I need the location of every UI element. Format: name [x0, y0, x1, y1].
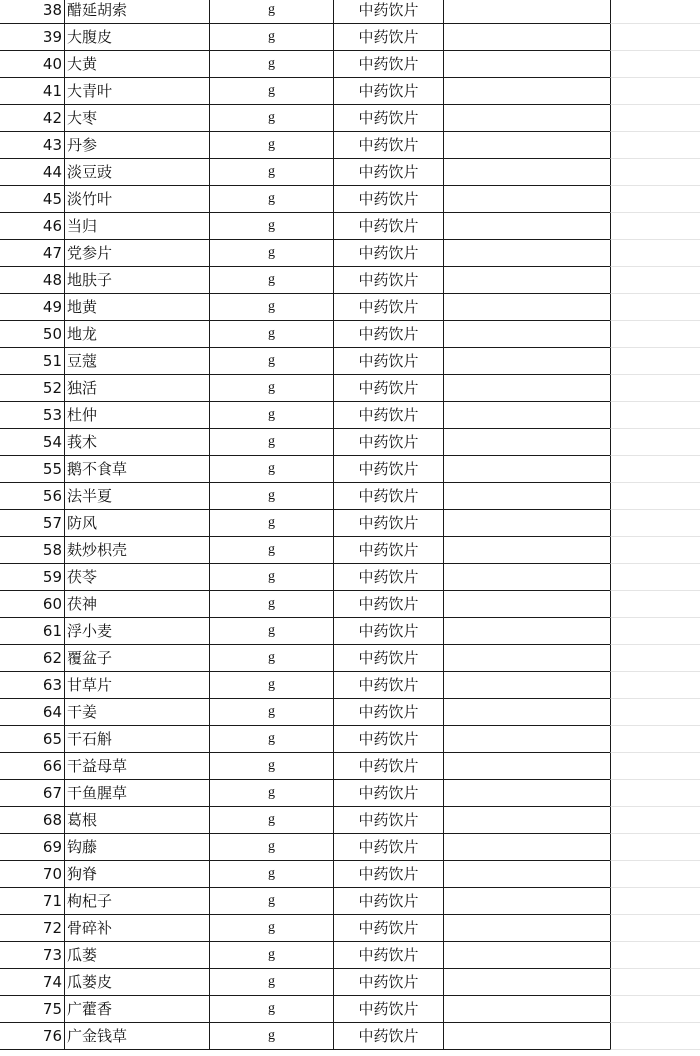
empty-cell[interactable] [443, 807, 610, 834]
table-row [0, 159, 700, 186]
table-row [0, 213, 700, 240]
empty-cell[interactable] [610, 591, 700, 618]
unit-cell[interactable]: g [209, 213, 333, 240]
table-row [0, 24, 700, 51]
row-number-cell[interactable]: 71 [0, 888, 64, 915]
medicine-name-cell[interactable]: 豆蔻 [64, 348, 209, 375]
unit-cell[interactable]: g [209, 294, 333, 321]
empty-cell[interactable] [443, 24, 610, 51]
table-row [0, 456, 700, 483]
empty-cell[interactable] [443, 375, 610, 402]
row-number-cell[interactable]: 53 [0, 402, 64, 429]
empty-cell[interactable] [610, 969, 700, 996]
row-number-cell[interactable]: 42 [0, 105, 64, 132]
unit-cell[interactable]: g [209, 537, 333, 564]
category-cell[interactable]: 中药饮片 [333, 807, 443, 834]
category-cell[interactable]: 中药饮片 [333, 510, 443, 537]
empty-cell[interactable] [610, 807, 700, 834]
row-number-cell[interactable]: 60 [0, 591, 64, 618]
unit-cell[interactable]: g [209, 510, 333, 537]
empty-cell[interactable] [610, 726, 700, 753]
category-cell[interactable]: 中药饮片 [333, 78, 443, 105]
medicine-name-cell[interactable]: 杜仲 [64, 402, 209, 429]
empty-cell[interactable] [610, 0, 700, 24]
row-number-cell[interactable]: 61 [0, 618, 64, 645]
row-number-cell[interactable]: 54 [0, 429, 64, 456]
table-row [0, 537, 700, 564]
row-number-cell[interactable]: 39 [0, 24, 64, 51]
unit-cell[interactable]: g [209, 915, 333, 942]
category-cell[interactable]: 中药饮片 [333, 132, 443, 159]
unit-cell[interactable]: g [209, 483, 333, 510]
medicine-name-cell[interactable]: 地龙 [64, 321, 209, 348]
empty-cell[interactable] [443, 402, 610, 429]
category-cell[interactable]: 中药饮片 [333, 0, 443, 24]
medicine-name-cell[interactable]: 麸炒枳壳 [64, 537, 209, 564]
category-cell[interactable]: 中药饮片 [333, 618, 443, 645]
unit-cell[interactable]: g [209, 807, 333, 834]
empty-cell[interactable] [443, 672, 610, 699]
row-number-cell[interactable]: 49 [0, 294, 64, 321]
table-row [0, 888, 700, 915]
row-number-cell[interactable]: 63 [0, 672, 64, 699]
empty-cell[interactable] [610, 456, 700, 483]
empty-cell[interactable] [443, 240, 610, 267]
unit-cell[interactable]: g [209, 699, 333, 726]
table-row [0, 240, 700, 267]
empty-cell[interactable] [443, 78, 610, 105]
unit-cell[interactable]: g [209, 267, 333, 294]
empty-cell[interactable] [610, 537, 700, 564]
row-number-cell[interactable]: 48 [0, 267, 64, 294]
row-number-cell[interactable]: 44 [0, 159, 64, 186]
unit-cell[interactable]: g [209, 186, 333, 213]
empty-cell[interactable] [443, 510, 610, 537]
category-cell[interactable]: 中药饮片 [333, 159, 443, 186]
table-row [0, 645, 700, 672]
empty-cell[interactable] [443, 969, 610, 996]
table-row [0, 807, 700, 834]
table-row [0, 942, 700, 969]
row-number-cell[interactable]: 45 [0, 186, 64, 213]
unit-cell[interactable]: g [209, 78, 333, 105]
medicine-name-cell[interactable]: 醋延胡索 [64, 0, 209, 24]
medicine-name-cell[interactable]: 覆盆子 [64, 645, 209, 672]
category-cell[interactable]: 中药饮片 [333, 780, 443, 807]
category-cell[interactable]: 中药饮片 [333, 861, 443, 888]
medicine-name-cell[interactable]: 大枣 [64, 105, 209, 132]
unit-cell[interactable]: g [209, 834, 333, 861]
row-number-cell[interactable]: 57 [0, 510, 64, 537]
empty-cell[interactable] [610, 294, 700, 321]
row-number-cell[interactable]: 38 [0, 0, 64, 24]
empty-cell[interactable] [610, 78, 700, 105]
empty-cell[interactable] [610, 699, 700, 726]
category-cell[interactable]: 中药饮片 [333, 24, 443, 51]
empty-cell[interactable] [610, 915, 700, 942]
category-cell[interactable]: 中药饮片 [333, 996, 443, 1023]
unit-cell[interactable]: g [209, 942, 333, 969]
table-row [0, 294, 700, 321]
row-number-cell[interactable]: 46 [0, 213, 64, 240]
medicine-name-cell[interactable]: 广藿香 [64, 996, 209, 1023]
medicine-name-cell[interactable]: 浮小麦 [64, 618, 209, 645]
category-cell[interactable]: 中药饮片 [333, 186, 443, 213]
row-number-cell[interactable]: 65 [0, 726, 64, 753]
empty-cell[interactable] [443, 429, 610, 456]
medicine-name-cell[interactable]: 瓜蒌皮 [64, 969, 209, 996]
unit-cell[interactable]: g [209, 996, 333, 1023]
category-cell[interactable]: 中药饮片 [333, 483, 443, 510]
table-row [0, 834, 700, 861]
unit-cell[interactable]: g [209, 618, 333, 645]
table-row [0, 132, 700, 159]
medicine-name-cell[interactable]: 鹅不食草 [64, 456, 209, 483]
table-row [0, 105, 700, 132]
empty-cell[interactable] [610, 186, 700, 213]
empty-cell[interactable] [443, 942, 610, 969]
empty-cell[interactable] [443, 888, 610, 915]
empty-cell[interactable] [610, 429, 700, 456]
medicine-name-cell[interactable]: 大黄 [64, 51, 209, 78]
row-number-cell[interactable]: 64 [0, 699, 64, 726]
category-cell[interactable]: 中药饮片 [333, 672, 443, 699]
category-cell[interactable]: 中药饮片 [333, 537, 443, 564]
empty-cell[interactable] [610, 402, 700, 429]
table-row [0, 672, 700, 699]
table-row [0, 591, 700, 618]
unit-cell[interactable]: g [209, 132, 333, 159]
table-row [0, 321, 700, 348]
category-cell[interactable]: 中药饮片 [333, 726, 443, 753]
empty-cell[interactable] [443, 1023, 610, 1050]
row-number-cell[interactable]: 72 [0, 915, 64, 942]
category-cell[interactable]: 中药饮片 [333, 321, 443, 348]
category-cell[interactable]: 中药饮片 [333, 213, 443, 240]
unit-cell[interactable]: g [209, 672, 333, 699]
empty-cell[interactable] [443, 861, 610, 888]
unit-cell[interactable]: g [209, 645, 333, 672]
table-row [0, 483, 700, 510]
row-number-cell[interactable]: 55 [0, 456, 64, 483]
empty-cell[interactable] [443, 564, 610, 591]
empty-cell[interactable] [443, 645, 610, 672]
unit-cell[interactable]: g [209, 402, 333, 429]
empty-cell[interactable] [443, 915, 610, 942]
table-row [0, 78, 700, 105]
empty-cell[interactable] [610, 267, 700, 294]
empty-cell[interactable] [610, 942, 700, 969]
empty-cell[interactable] [443, 780, 610, 807]
medicine-name-cell[interactable]: 党参片 [64, 240, 209, 267]
medicine-name-cell[interactable]: 莪术 [64, 429, 209, 456]
row-number-cell[interactable]: 66 [0, 753, 64, 780]
empty-cell[interactable] [443, 456, 610, 483]
empty-cell[interactable] [610, 24, 700, 51]
empty-cell[interactable] [443, 321, 610, 348]
unit-cell[interactable]: g [209, 969, 333, 996]
row-number-cell[interactable]: 43 [0, 132, 64, 159]
category-cell[interactable]: 中药饮片 [333, 645, 443, 672]
category-cell[interactable]: 中药饮片 [333, 402, 443, 429]
medicine-name-cell[interactable]: 茯苓 [64, 564, 209, 591]
medicine-name-cell[interactable]: 丹参 [64, 132, 209, 159]
category-cell[interactable]: 中药饮片 [333, 753, 443, 780]
empty-cell[interactable] [443, 186, 610, 213]
empty-cell[interactable] [610, 753, 700, 780]
empty-cell[interactable] [610, 645, 700, 672]
medicine-name-cell[interactable]: 广金钱草 [64, 1023, 209, 1050]
unit-cell[interactable]: g [209, 51, 333, 78]
empty-cell[interactable] [610, 132, 700, 159]
medicine-name-cell[interactable]: 葛根 [64, 807, 209, 834]
table-row [0, 186, 700, 213]
empty-cell[interactable] [443, 618, 610, 645]
category-cell[interactable]: 中药饮片 [333, 969, 443, 996]
table-row [0, 429, 700, 456]
table-row [0, 726, 700, 753]
unit-cell[interactable]: g [209, 456, 333, 483]
unit-cell[interactable]: g [209, 24, 333, 51]
row-number-cell[interactable]: 40 [0, 51, 64, 78]
row-number-cell[interactable]: 67 [0, 780, 64, 807]
medicine-name-cell[interactable]: 茯神 [64, 591, 209, 618]
category-cell[interactable]: 中药饮片 [333, 699, 443, 726]
empty-cell[interactable] [610, 564, 700, 591]
empty-cell[interactable] [443, 267, 610, 294]
empty-cell[interactable] [610, 159, 700, 186]
row-number-cell[interactable]: 68 [0, 807, 64, 834]
medicine-name-cell[interactable]: 地肤子 [64, 267, 209, 294]
row-number-cell[interactable]: 52 [0, 375, 64, 402]
medicine-name-cell[interactable]: 淡竹叶 [64, 186, 209, 213]
row-number-cell[interactable]: 59 [0, 564, 64, 591]
unit-cell[interactable]: g [209, 159, 333, 186]
medicine-name-cell[interactable]: 独活 [64, 375, 209, 402]
empty-cell[interactable] [443, 699, 610, 726]
medicine-name-cell[interactable]: 防风 [64, 510, 209, 537]
table-row [0, 861, 700, 888]
category-cell[interactable]: 中药饮片 [333, 888, 443, 915]
empty-cell[interactable] [443, 753, 610, 780]
unit-cell[interactable]: g [209, 0, 333, 24]
empty-cell[interactable] [610, 996, 700, 1023]
empty-cell[interactable] [610, 240, 700, 267]
table-row [0, 780, 700, 807]
table-row [0, 618, 700, 645]
table-row [0, 996, 700, 1023]
empty-cell[interactable] [443, 294, 610, 321]
empty-cell[interactable] [610, 213, 700, 240]
empty-cell[interactable] [443, 591, 610, 618]
category-cell[interactable]: 中药饮片 [333, 294, 443, 321]
medicine-name-cell[interactable]: 当归 [64, 213, 209, 240]
medicine-name-cell[interactable]: 大腹皮 [64, 24, 209, 51]
category-cell[interactable]: 中药饮片 [333, 834, 443, 861]
medicine-name-cell[interactable]: 大青叶 [64, 78, 209, 105]
unit-cell[interactable]: g [209, 1023, 333, 1050]
medicine-name-cell[interactable]: 瓜蒌 [64, 942, 209, 969]
row-number-cell[interactable]: 74 [0, 969, 64, 996]
table-row [0, 267, 700, 294]
unit-cell[interactable]: g [209, 375, 333, 402]
empty-cell[interactable] [610, 51, 700, 78]
medicine-name-cell[interactable]: 干鱼腥草 [64, 780, 209, 807]
empty-cell[interactable] [443, 483, 610, 510]
empty-cell[interactable] [610, 375, 700, 402]
table-row [0, 375, 700, 402]
empty-cell[interactable] [443, 726, 610, 753]
table-row [0, 564, 700, 591]
category-cell[interactable]: 中药饮片 [333, 564, 443, 591]
empty-cell[interactable] [443, 348, 610, 375]
empty-cell[interactable] [610, 834, 700, 861]
category-cell[interactable]: 中药饮片 [333, 429, 443, 456]
empty-cell[interactable] [443, 132, 610, 159]
medicine-name-cell[interactable]: 干益母草 [64, 753, 209, 780]
empty-cell[interactable] [443, 996, 610, 1023]
unit-cell[interactable]: g [209, 888, 333, 915]
table-row [0, 915, 700, 942]
table-row [0, 348, 700, 375]
table-row [0, 1023, 700, 1050]
table-row [0, 0, 700, 24]
row-number-cell[interactable]: 70 [0, 861, 64, 888]
row-number-cell[interactable]: 69 [0, 834, 64, 861]
medicine-name-cell[interactable]: 甘草片 [64, 672, 209, 699]
table-row [0, 969, 700, 996]
table-row [0, 699, 700, 726]
category-cell[interactable]: 中药饮片 [333, 1023, 443, 1050]
row-number-cell[interactable]: 41 [0, 78, 64, 105]
medicine-name-cell[interactable]: 干姜 [64, 699, 209, 726]
medicine-name-cell[interactable]: 钩藤 [64, 834, 209, 861]
row-number-cell[interactable]: 51 [0, 348, 64, 375]
row-number-cell[interactable]: 62 [0, 645, 64, 672]
row-number-cell[interactable]: 50 [0, 321, 64, 348]
row-number-cell[interactable]: 56 [0, 483, 64, 510]
medicine-name-cell[interactable]: 干石斛 [64, 726, 209, 753]
unit-cell[interactable]: g [209, 348, 333, 375]
medicine-name-cell[interactable]: 地黄 [64, 294, 209, 321]
empty-cell[interactable] [610, 510, 700, 537]
unit-cell[interactable]: g [209, 780, 333, 807]
unit-cell[interactable]: g [209, 429, 333, 456]
unit-cell[interactable]: g [209, 861, 333, 888]
row-number-cell[interactable]: 47 [0, 240, 64, 267]
category-cell[interactable]: 中药饮片 [333, 105, 443, 132]
unit-cell[interactable]: g [209, 564, 333, 591]
medicine-name-cell[interactable]: 狗脊 [64, 861, 209, 888]
unit-cell[interactable]: g [209, 753, 333, 780]
category-cell[interactable]: 中药饮片 [333, 915, 443, 942]
category-cell[interactable]: 中药饮片 [333, 942, 443, 969]
category-cell[interactable]: 中药饮片 [333, 591, 443, 618]
row-number-cell[interactable]: 58 [0, 537, 64, 564]
empty-cell[interactable] [443, 105, 610, 132]
empty-cell[interactable] [610, 861, 700, 888]
category-cell[interactable]: 中药饮片 [333, 267, 443, 294]
medicine-name-cell[interactable]: 淡豆豉 [64, 159, 209, 186]
empty-cell[interactable] [443, 537, 610, 564]
empty-cell[interactable] [610, 672, 700, 699]
unit-cell[interactable]: g [209, 105, 333, 132]
empty-cell[interactable] [443, 51, 610, 78]
table-row [0, 510, 700, 537]
unit-cell[interactable]: g [209, 591, 333, 618]
empty-cell[interactable] [610, 888, 700, 915]
row-number-cell[interactable]: 73 [0, 942, 64, 969]
empty-cell[interactable] [443, 159, 610, 186]
medicine-name-cell[interactable]: 法半夏 [64, 483, 209, 510]
empty-cell[interactable] [610, 618, 700, 645]
unit-cell[interactable]: g [209, 726, 333, 753]
empty-cell[interactable] [610, 348, 700, 375]
empty-cell[interactable] [610, 105, 700, 132]
empty-cell[interactable] [610, 483, 700, 510]
category-cell[interactable]: 中药饮片 [333, 240, 443, 267]
row-number-cell[interactable]: 76 [0, 1023, 64, 1050]
unit-cell[interactable]: g [209, 321, 333, 348]
table-row [0, 51, 700, 78]
medicine-name-cell[interactable]: 骨碎补 [64, 915, 209, 942]
empty-cell[interactable] [610, 321, 700, 348]
table-row [0, 402, 700, 429]
medicine-name-cell[interactable]: 枸杞子 [64, 888, 209, 915]
empty-cell[interactable] [443, 0, 610, 24]
empty-cell[interactable] [610, 780, 700, 807]
empty-cell[interactable] [443, 834, 610, 861]
category-cell[interactable]: 中药饮片 [333, 375, 443, 402]
empty-cell[interactable] [610, 1023, 700, 1050]
category-cell[interactable]: 中药饮片 [333, 348, 443, 375]
unit-cell[interactable]: g [209, 240, 333, 267]
category-cell[interactable]: 中药饮片 [333, 456, 443, 483]
row-number-cell[interactable]: 75 [0, 996, 64, 1023]
table-row [0, 753, 700, 780]
category-cell[interactable]: 中药饮片 [333, 51, 443, 78]
empty-cell[interactable] [443, 213, 610, 240]
